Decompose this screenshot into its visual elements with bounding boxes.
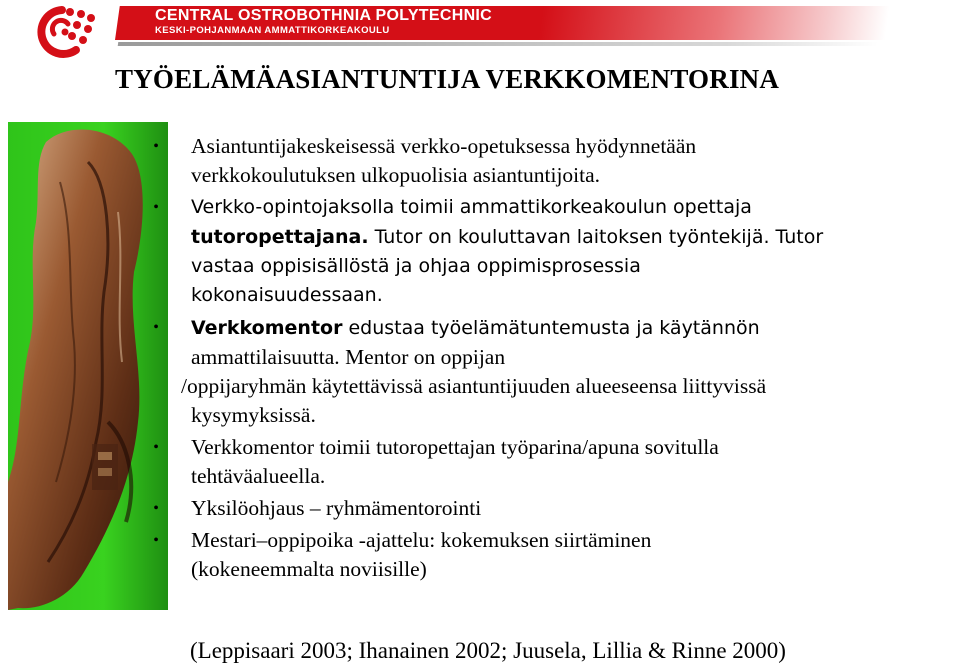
bullet-text-line: (kokeneemmalta noviisille) (191, 557, 427, 581)
bullet-text-line (191, 343, 958, 372)
bullet-text-line: kokonaisuudessaan. (191, 284, 383, 306)
bullet-text-line: Asiantuntijakeskeisessä verkko-opetuksessa hyödynnetään (191, 134, 697, 158)
bullet-text-fragment: Mentor on oppijan (339, 345, 506, 369)
bold-term-verkkomentor: Verkkomentor (191, 317, 343, 339)
hand-photo (8, 122, 168, 610)
bullet-item (150, 193, 958, 310)
header-banner-shadow (118, 42, 879, 46)
bullet-text-line: tehtäväalueella. (191, 464, 326, 488)
reference-citation: (Leppisaari 2003; Ihanainen 2002; Juusela, Lillia & Rinne 2000) (190, 638, 786, 663)
bullet-item (150, 313, 958, 430)
bullet-item (150, 433, 958, 491)
bullet-marker: • (153, 199, 159, 216)
slide-title: TYÖELÄMÄASIANTUNTIJA VERKKOMENTORINA (115, 64, 780, 94)
bullet-item (150, 132, 958, 190)
bullet-text-fragment: edustaa työelämätuntemusta ja käytännön (342, 317, 760, 339)
bullet-text-line: kysymyksissä. (191, 403, 316, 427)
bullet-item (150, 526, 958, 584)
bullet-text-line: vastaa oppisisällöstä ja ohjaa oppimisprosessia (191, 255, 641, 277)
polytechnic-logo-icon (32, 4, 100, 62)
bullet-text-line: Mestari–oppipoika -ajattelu: kokemuksen siirtäminen (191, 528, 652, 552)
bullet-text-line (191, 222, 958, 252)
bullet-text-line: Verkko-opintojaksolla toimii ammattikorkeakoulun opettaja (191, 196, 752, 218)
bullet-text-line: Verkkomentor toimii tutoropettajan työparina/apuna sovitulla (191, 435, 719, 459)
bullet-item (150, 494, 958, 523)
bullet-text-line: /oppijaryhmän käytettävissä asiantuntijuuden alueeseensa liittyvissä (181, 374, 767, 398)
bullet-text-line: Yksilöohjaus – ryhmämentorointi (191, 496, 482, 520)
bold-term-tutoropettajana: tutoropettajana. (191, 226, 369, 248)
bullet-marker: • (153, 319, 159, 336)
bullet-text-line (191, 313, 958, 343)
bullet-marker: • (153, 138, 159, 155)
bullet-marker: • (153, 532, 159, 549)
org-subname: KESKI-POHJANMAAN AMMATTIKORKEAKOULU (155, 25, 390, 36)
bullet-marker: • (153, 500, 159, 517)
org-name: CENTRAL OSTROBOTHNIA POLYTECHNIC (155, 7, 493, 24)
bullet-text-fragment: ammattilaisuutta. (191, 345, 340, 369)
bullet-marker: • (153, 439, 159, 456)
bullet-text-fragment: Tutor on kouluttavan laitoksen työntekijä. Tutor (368, 226, 824, 248)
bullet-list (150, 132, 958, 587)
bullet-text-line: verkkokoulutuksen ulkopuolisia asiantuntijoita. (191, 163, 601, 187)
